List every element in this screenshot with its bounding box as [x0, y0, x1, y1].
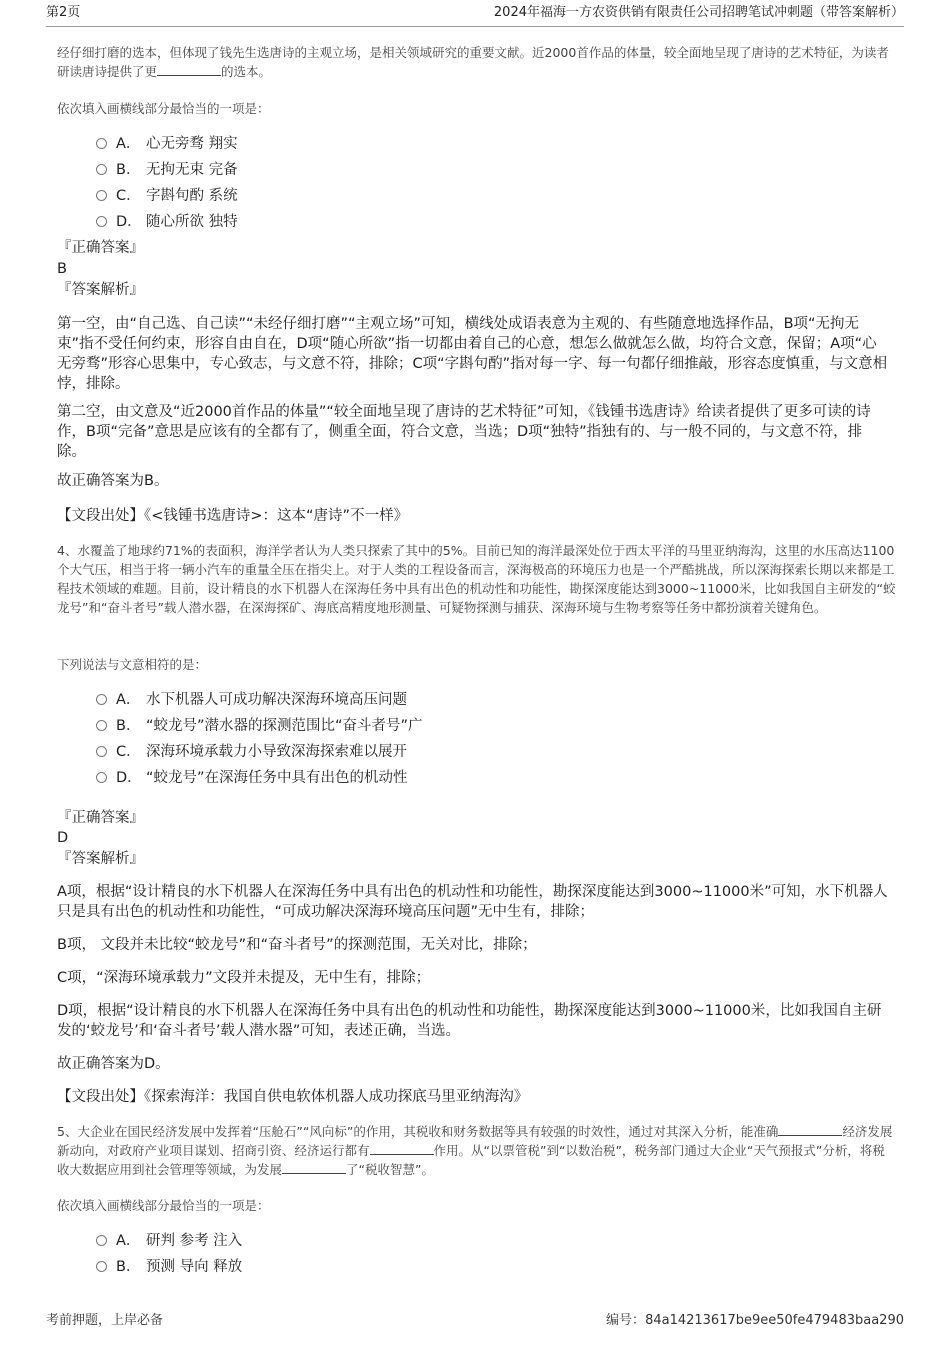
q3-analysis-1: 第一空，由“自己选、自己读”“未经仔细打磨”“主观立场”可知，横线处成语表意为主观的、有些随意地选择作品，B项“无拘无束”指不受任何约束，形容自由自在，D项“随心所欲”指一切都由着自己的心意，想怎么做就怎么做，均符合文意，保留；A项“心无旁骛”形容心思集中，专心致志，与文意不符，排除；C项“字斟句酌”指对每一字、每一句都仔细推敲，形容态度慎重，与文意相悖，排除。: [57, 316, 888, 392]
q4-analysis-a: A项，根据“设计精良的水下机器人在深海任务中具有出色的机动性和功能性，勘探深度能达到3000~11000米”可知，水下机器人只是具有出色的机动性和功能性，“可成功解决深海环境高压问题”无中生有，排除；: [57, 884, 888, 920]
radio-icon[interactable]: [96, 746, 107, 757]
q3-blank: [157, 63, 221, 76]
page-header: [46, 0, 904, 27]
document-code: 编号：84a14213617be9ee50fe479483baa290: [606, 1313, 904, 1328]
q4-analysis-b: B项， 文段并未比较“蛟龙号”和“奋斗者号”的探测范围，无关对比，排除；: [57, 937, 537, 953]
q4-source: 【文段出处】《探索海洋：我国自供电软体机器人成功探底马里亚纳海沟》: [57, 1089, 529, 1105]
q3-source: 【文段出处】《<钱锺书选唐诗>：这本“唐诗”不一样》: [57, 508, 409, 524]
q3-answer: B: [57, 261, 67, 277]
q4-answer: D: [57, 830, 69, 846]
q3-passage-a: 经仔细打磨的选本，但体现了钱先生选唐诗的主观立场，是相关领域研究的重要文献。近2000首作品的体量，较全面地呈现了唐诗的艺术特征，为读者研读唐诗提供了更: [57, 45, 889, 79]
q4-option-d[interactable]: D． “蛟龙号”在深海任务中具有出色的机动性: [96, 768, 408, 788]
q5-blank-1: [778, 1123, 842, 1136]
page-footer: [46, 1310, 904, 1332]
q4-option-c[interactable]: C． 深海环境承载力小导致深海探索难以展开: [96, 742, 407, 762]
q3-option-b[interactable]: B． 无拘无束 完备: [96, 160, 238, 180]
q4-option-a[interactable]: A． 水下机器人可成功解决深海环境高压问题: [96, 690, 407, 710]
q5-option-a[interactable]: A． 研判 参考 注入: [96, 1231, 242, 1251]
q4-passage: 4、水覆盖了地球约71%的表面积，海洋学者认为人类只探索了其中的5%。目前已知的海洋最深处位于西太平洋的马里亚纳海沟，这里的水压高达1100个大气压，相当于将一辆小汽车的重量全压在指尖上。对于人类的工程设备而言，深海极高的环境压力也是一个严酷挑战，所以深海探索长期以来都是工程技术领域的难题。目前，设计精良的水下机器人在深海任务中具有出色的机动性和功能性，勘探深度能达到3000~11000米，比如我国自主研发的“蛟龙号”和“奋斗者号”载人潜水器，在深海探矿、海底高精度地形测量、可疑物探测与捕获、深海环境与生物考察等任务中都扮演着关键角色。: [57, 543, 896, 615]
radio-icon[interactable]: [96, 216, 107, 227]
footer-slogan: 考前押题，上岸必备: [46, 1313, 164, 1328]
radio-icon[interactable]: [96, 720, 107, 731]
q5-prompt: 依次填入画横线部分最恰当的一项是：: [57, 1198, 270, 1213]
radio-icon[interactable]: [96, 772, 107, 783]
q3-analysis-2: 第二空，由文意及“近2000首作品的体量”“较全面地呈现了唐诗的艺术特征”可知，《钱锺书选唐诗》给读者提供了更多可读的诗作，B项“完备”意思是应该有的全都有了，侧重全面，符合文意，当选；D项“独特”指独有的、与一般不同的，与文意不符，排除。: [57, 404, 871, 460]
q4-option-b[interactable]: B． “蛟龙号”潜水器的探测范围比“奋斗者号”广: [96, 716, 423, 736]
q4-analysis-conclusion: 故正确答案为D。: [57, 1056, 170, 1072]
radio-icon[interactable]: [96, 1261, 107, 1272]
q5-passage: 5、大企业在国民经济发展中发挥着“压舱石”“风向标”的作用，其税收和财务数据等具有较强的时效性，通过对其深入分析，能准确 经济发展新动向，对政府产业项目谋划、招商引资、经济运行都有 作用。从“以票管税”到“以数治税”，税务部门通过大企业“天气预报式”分析，将税收大数据应用到社会管理等领域，为发展 了“税收智慧”。: [57, 1124, 893, 1177]
q4-analysis-d: D项，根据“设计精良的水下机器人在深海任务中具有出色的机动性和功能性，勘探深度能达到3000~11000米，比如我国自主研发的‘蛟龙号’和‘奋斗者号’载人潜水器”可知，表述正确，当选。: [57, 1003, 882, 1039]
document-title: 2024年福海一方农资供销有限责任公司招聘笔试冲刺题（带答案解析）: [493, 5, 904, 20]
q4-analysis-label: 『答案解析』: [57, 851, 144, 867]
radio-icon[interactable]: [96, 694, 107, 705]
q3-passage-b: 的选本。: [221, 64, 272, 79]
radio-icon[interactable]: [96, 164, 107, 175]
q3-passage: [57, 43, 897, 81]
q4-answer-label: 『正确答案』: [57, 810, 144, 826]
q4-prompt: 下列说法与文意相符的是：: [57, 657, 208, 672]
radio-icon[interactable]: [96, 138, 107, 149]
q3-analysis-3: 故正确答案为B。: [57, 473, 169, 489]
radio-icon[interactable]: [96, 1235, 107, 1246]
radio-icon[interactable]: [96, 190, 107, 201]
q3-answer-label: 『正确答案』: [57, 240, 144, 256]
q4-analysis-c: C项，“深海环境承载力”文段并未提及，无中生有，排除；: [57, 970, 431, 986]
q5-blank-2: [370, 1142, 434, 1155]
q3-option-d[interactable]: D． 随心所欲 独特: [96, 212, 238, 232]
q3-prompt: 依次填入画横线部分最恰当的一项是：: [57, 101, 270, 116]
q3-option-c[interactable]: C． 字斟句酌 系统: [96, 186, 238, 206]
q5-blank-3: [282, 1161, 346, 1174]
q5-option-b[interactable]: B． 预测 导向 释放: [96, 1257, 242, 1277]
q3-analysis-label: 『答案解析』: [57, 282, 144, 298]
q3-option-a[interactable]: A． 心无旁骛 翔实: [96, 134, 238, 154]
page-number: 第2页: [46, 5, 81, 20]
